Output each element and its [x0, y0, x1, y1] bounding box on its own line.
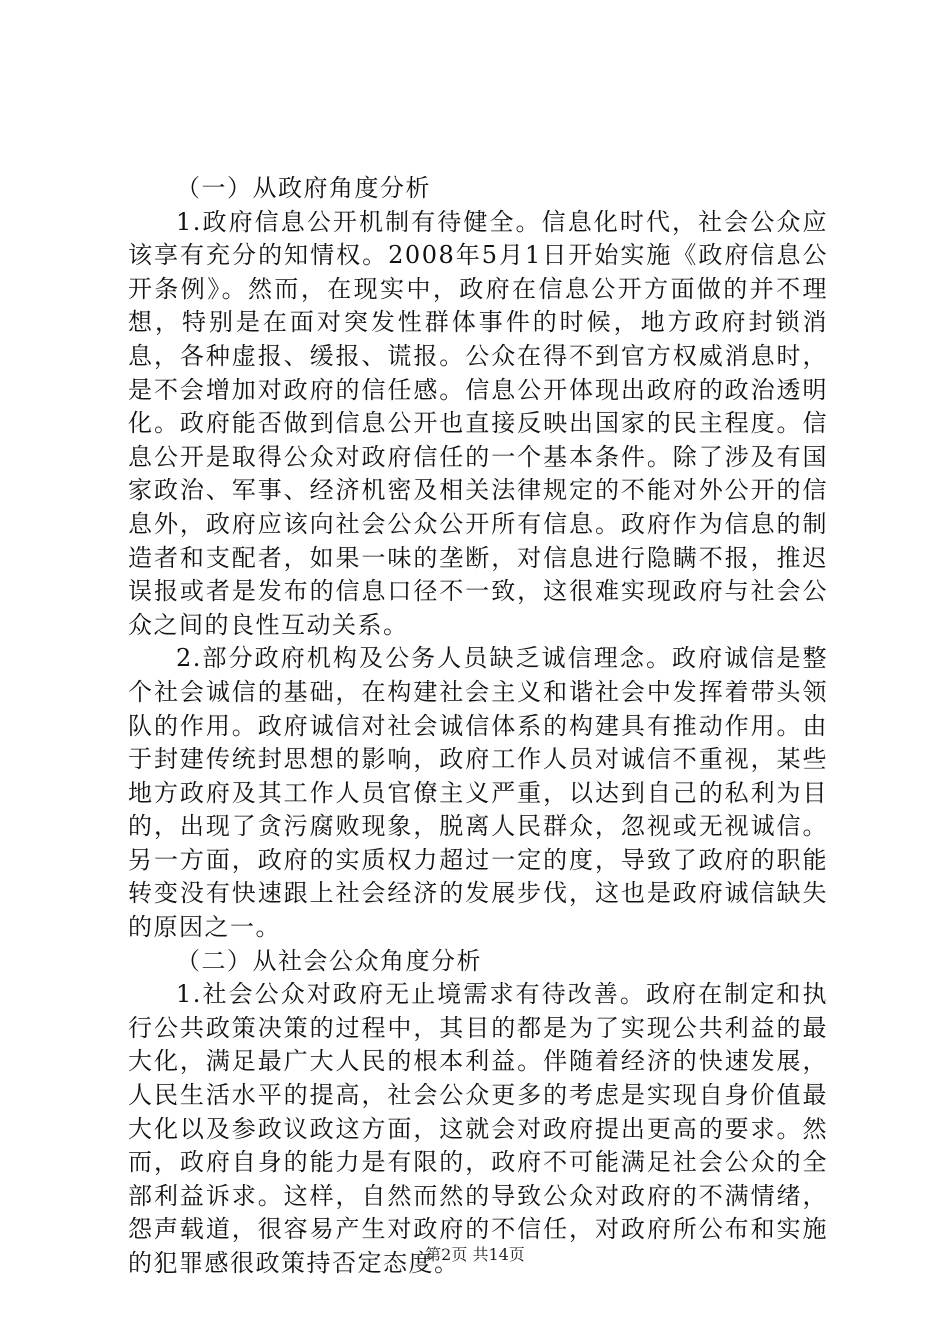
page-number-footer: 第2页 共14页: [425, 1245, 525, 1264]
paragraph-information-disclosure: 1.政府信息公开机制有待健全。信息化时代，社会公众应该享有充分的知情权。2008年5月1日开始实施《政府信息公开条例》。然而，在现实中，政府在信息公开方面做的并不理想，特别是在面对突发性群体事件的时候，地方政府封锁消息，各种虚报、缓报、谎报。公众在得不到官方权威消息时，是不会增加对政府的信任感。信息公开体现出政府的政治透明化。政府能否做到信息公开也直接反映出国家的民主程度。信息公开是取得公众对政府信任的一个基本条件。除了涉及有国家政治、军事、经济机密及相关法律规定的不能对外公开的信息外，政府应该向社会公众公开所有信息。政府作为信息的制造者和支配者，如果一味的垄断，对信息进行隐瞒不报，推迟误报或者是发布的信息口径不一致，这很难实现政府与社会公众之间的良性互动关系。: [128, 207, 828, 639]
section-heading-government: （一）从政府角度分析: [176, 174, 431, 202]
paragraph-government-integrity: 2.部分政府机构及公务人员缺乏诚信理念。政府诚信是整个社会诚信的基础，在构建社会主义和谐社会中发挥着带头领队的作用。政府诚信对社会诚信体系的构建具有推动作用。由于封建传统封思想的影响，政府工作人员对诚信不重视，某些地方政府及其工作人员官僚主义严重，以达到自己的私利为目的，出现了贪污腐败现象，脱离人民群众，忽视或无视诚信。另一方面，政府的实质权力超过一定的度，导致了政府的职能转变没有快速跟上社会经济的发展步伐，这也是政府诚信缺失的原因之一。: [128, 644, 828, 942]
document-body: [128, 172, 828, 1281]
paragraph-public-demands: 1.社会公众对政府无止境需求有待改善。政府在制定和执行公共政策决策的过程中，其目的都是为了实现公共利益的最大化，满足最广大人民的根本利益。伴随着经济的快速发展，人民生活水平的提高，社会公众更多的考虑是实现自身价值最大化以及参政议政这方面，这就会对政府提出更高的要求。然而，政府自身的能力是有限的，政府不可能满足社会公众的全部利益诉求。这样，自然而然的导致公众对政府的不满情绪，怨声载道，很容易产生对政府的不信任，对政府所公布和实施的犯罪感很政策持否定态度。: [128, 980, 828, 1277]
section-heading-public: （二）从社会公众角度分析: [176, 946, 482, 975]
